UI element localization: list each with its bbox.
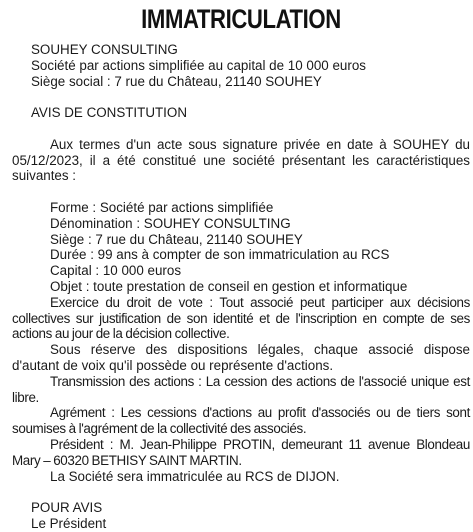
legal-notice xyxy=(12,4,470,532)
detail-objet: Objet : toute prestation de conseil en gestion et informatique xyxy=(50,278,408,294)
company-capital: Société par actions simplifiée au capital de 10 000 euros xyxy=(31,57,366,73)
company-name: SOUHEY CONSULTING xyxy=(31,42,178,57)
detail-agrement: Agrément : Les cessions d'actions au profit d'associés ou de tiers sont soumises à l'agrément de la collectivité des associés. xyxy=(12,405,470,437)
details-list xyxy=(12,200,470,295)
detail-rcs: La Société sera immatriculée au RCS de DIJON. xyxy=(50,468,340,484)
spacer xyxy=(12,184,470,200)
notice-title: IMMATRICULATION xyxy=(141,4,341,34)
notice-intro: Aux termes d'un acte sous signature privée en date à SOUHEY du 05/12/2023, il a été constitué une société présentant les caractéristiques suivantes : xyxy=(12,136,470,184)
signature-block xyxy=(12,500,470,532)
company-block xyxy=(12,42,470,89)
detail-duree: Durée : 99 ans à compter de son immatriculation au RCS xyxy=(50,247,390,263)
detail-president: Président : M. Jean-Philippe PROTIN, demeurant 11 avenue Blondeau Mary – 60320 BETHISY SAINT MARTIN. xyxy=(12,436,470,468)
detail-siege: Siège : 7 rue du Château, 21140 SOUHEY xyxy=(50,231,303,247)
detail-vote: Exercice du droit de vote : Tout associé peut participer aux décisions collectives sur justification de son identité et de l'inscription en compte de ses actions au jour de la décision collective. xyxy=(12,294,470,342)
detail-capital: Capital : 10 000 euros xyxy=(50,263,182,279)
spacer xyxy=(12,89,470,105)
pour-avis: POUR AVIS xyxy=(31,500,103,516)
notice-heading: AVIS DE CONSTITUTION xyxy=(31,105,187,121)
detail-transmission: Transmission des actions : La cession des actions de l'associé unique est libre. xyxy=(12,373,470,405)
spacer xyxy=(12,121,470,137)
detail-forme: Forme : Société par actions simplifiée xyxy=(50,199,274,215)
spacer xyxy=(12,484,470,500)
detail-reserve: Sous réserve des dispositions légales, chaque associé dispose d'autant de voix qu'il possède ou représente d'actions. xyxy=(12,342,470,373)
company-siege: Siège social : 7 rue du Château, 21140 SOUHEY xyxy=(31,73,322,89)
detail-denomination: Dénomination : SOUHEY CONSULTING xyxy=(50,215,291,231)
signatory: Le Président xyxy=(31,515,107,531)
